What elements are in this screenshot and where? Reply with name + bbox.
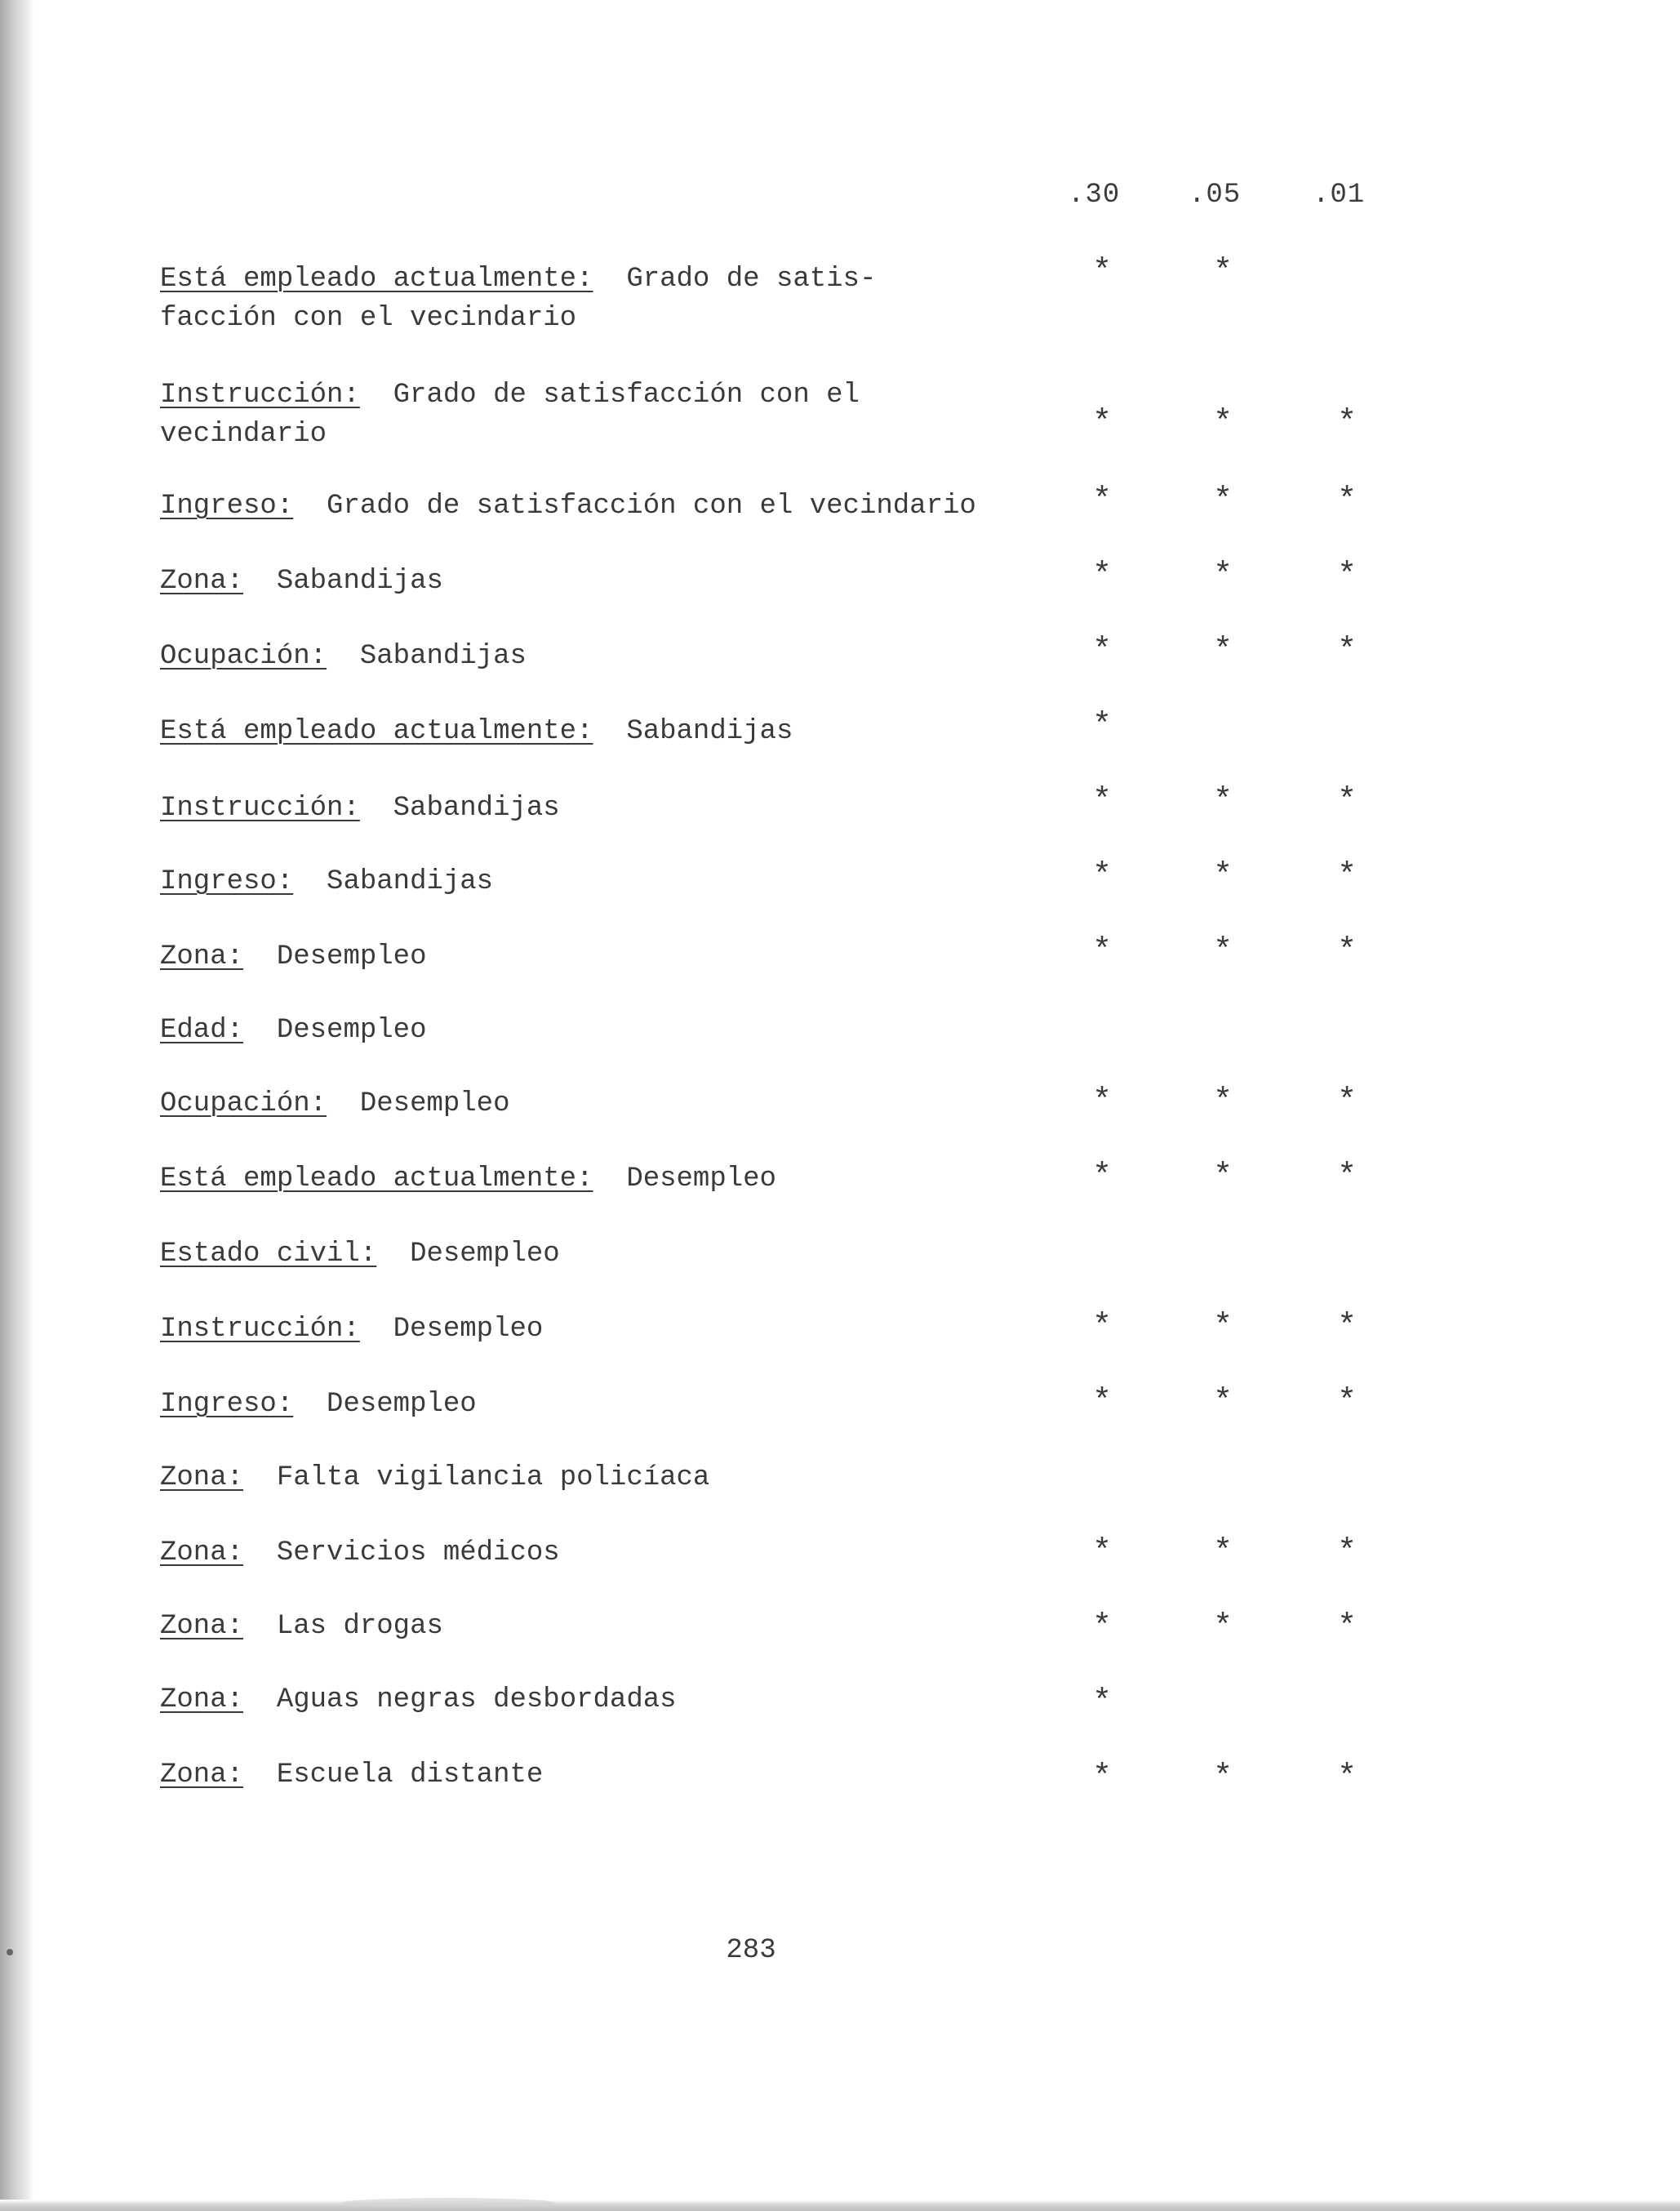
significance-mark: * [1336,933,1357,970]
significance-mark: * [1091,405,1112,442]
row-subject: Desempleo [410,1239,560,1270]
row-label [160,562,976,601]
row-label [160,789,976,828]
row-category: Zona: [160,566,244,597]
row-label [160,260,976,338]
significance-mark: * [1336,783,1357,820]
row-label [160,1533,976,1573]
significance-mark: * [1091,708,1112,745]
row-subject: Sabandijas [626,716,793,747]
row-label [160,1084,976,1123]
column-header-05: .05 [1189,180,1242,211]
row-category: Instrucción: [160,793,360,824]
significance-mark: * [1212,483,1233,519]
significance-mark: * [1091,1083,1112,1120]
scan-mark [7,1949,13,1955]
row-label [160,1159,976,1199]
significance-mark: * [1212,933,1233,970]
row-category: Ingreso: [160,1389,294,1420]
row-category: Estado civil: [160,1239,377,1270]
significance-mark: * [1336,1384,1357,1421]
significance-mark: * [1212,1534,1233,1571]
significance-mark: * [1336,633,1357,670]
significance-mark: * [1091,1534,1112,1571]
row-category: Zona: [160,1462,244,1493]
row-category: Zona: [160,941,244,972]
scan-left-edge [0,0,34,2211]
scan-smudge [343,2198,555,2208]
row-label [160,1310,976,1349]
row-subject: Desempleo [276,1015,427,1046]
significance-mark: * [1091,1684,1112,1721]
significance-mark: * [1336,1083,1357,1120]
row-subject: Sabandijas [393,793,560,824]
row-category: Ocupación: [160,641,327,672]
significance-mark: * [1212,1609,1233,1646]
significance-mark: * [1336,558,1357,594]
row-subject: Desempleo [393,1314,544,1345]
significance-mark: * [1091,783,1112,820]
row-subject: Servicios médicos [276,1537,560,1568]
row-subject: Desempleo [359,1088,510,1119]
significance-mark: * [1091,1609,1112,1646]
row-subject: Grado de satisfacción con el vecindario [160,380,860,450]
significance-mark: * [1336,405,1357,442]
row-subject: Las drogas [276,1611,443,1642]
row-subject: Escuela distante [276,1759,544,1791]
significance-mark: * [1091,1759,1112,1796]
row-category: Zona: [160,1759,244,1791]
row-label [160,1235,976,1274]
significance-mark: * [1212,1159,1233,1195]
significance-mark: * [1091,1384,1112,1421]
significance-mark: * [1336,483,1357,519]
row-category: Edad: [160,1015,244,1046]
significance-column-headers [0,180,1680,220]
significance-mark: * [1212,405,1233,442]
row-category: Ingreso: [160,491,294,522]
significance-mark: * [1091,483,1112,519]
significance-mark: * [1212,633,1233,670]
row-label [160,1755,976,1795]
significance-mark: * [1212,1759,1233,1796]
row-subject: Aguas negras desbordadas [276,1684,677,1715]
significance-mark: * [1336,1159,1357,1195]
significance-mark: * [1336,858,1357,895]
row-category: Está empleado actualmente: [160,716,593,747]
significance-mark: * [1212,783,1233,820]
scan-bottom-edge [0,2200,1680,2211]
significance-mark: * [1336,1609,1357,1646]
significance-mark: * [1091,633,1112,670]
row-category: Zona: [160,1611,244,1642]
row-category: Ingreso: [160,866,294,897]
row-label [160,487,976,526]
row-category: Está empleado actualmente: [160,264,593,295]
row-subject: Sabandijas [327,866,494,897]
row-label [160,712,976,751]
row-category: Zona: [160,1684,244,1715]
row-category: Zona: [160,1537,244,1568]
row-subject: Desempleo [626,1163,776,1194]
row-subject: Sabandijas [276,566,443,597]
row-subject: Falta vigilancia policíaca [276,1462,710,1493]
significance-mark: * [1091,1159,1112,1195]
significance-mark: * [1212,1309,1233,1346]
row-category: Instrucción: [160,380,360,411]
significance-mark: * [1091,558,1112,594]
column-header-30: .30 [1068,180,1121,211]
row-category: Ocupación: [160,1088,327,1119]
page-number: 283 [726,1935,776,1966]
row-label [160,937,976,976]
significance-mark: * [1212,558,1233,594]
significance-mark: * [1091,933,1112,970]
significance-mark: * [1336,1534,1357,1571]
significance-mark: * [1212,254,1233,291]
row-label [160,376,976,454]
row-label [160,1385,976,1424]
significance-mark: * [1091,1309,1112,1346]
row-subject: Desempleo [276,941,427,972]
row-category: Instrucción: [160,1314,360,1345]
row-label [160,862,976,901]
row-subject: Grado de satis- facción con el vecindario [160,264,877,334]
significance-mark: * [1091,254,1112,291]
row-label [160,637,976,676]
row-subject: Grado de satisfacción con el vecindario [327,491,976,522]
column-header-01: .01 [1313,180,1366,211]
significance-mark: * [1336,1309,1357,1346]
significance-mark: * [1212,1384,1233,1421]
row-label [160,1607,976,1646]
row-label [160,1458,976,1497]
significance-mark: * [1212,1083,1233,1120]
significance-mark: * [1336,1759,1357,1796]
row-label [160,1680,976,1719]
significance-mark: * [1091,858,1112,895]
significance-mark: * [1212,858,1233,895]
row-label [160,1011,976,1050]
row-subject: Desempleo [327,1389,477,1420]
row-subject: Sabandijas [359,641,527,672]
row-category: Está empleado actualmente: [160,1163,593,1194]
